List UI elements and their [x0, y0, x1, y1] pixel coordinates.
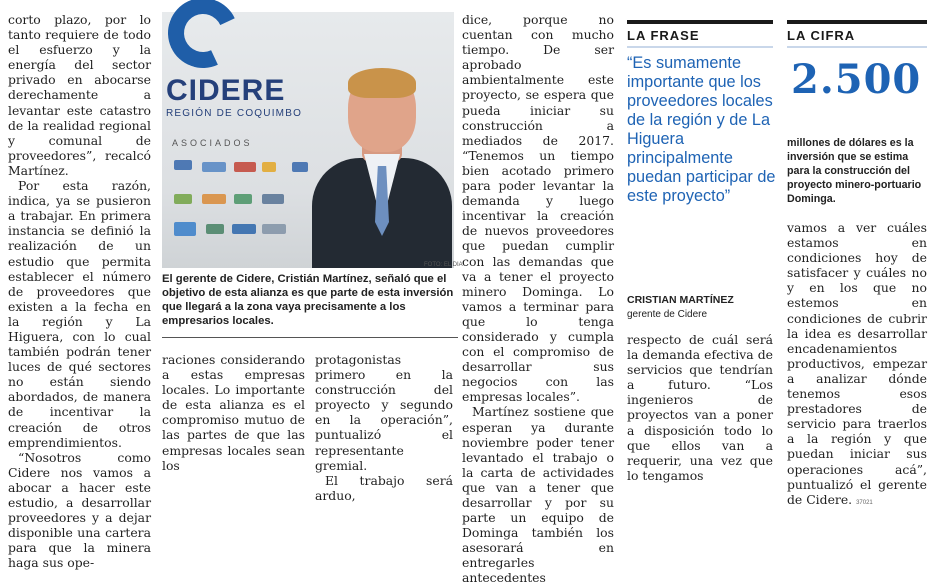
logo-associates: ASOCIADOS [172, 138, 253, 148]
caption-divider [162, 337, 458, 338]
article-column-5 [787, 220, 927, 511]
quote-box-label: LA FRASE [627, 28, 700, 43]
article-paragraph [787, 220, 927, 511]
article-column-1 [8, 12, 151, 570]
logo-name: CIDERE [166, 74, 286, 107]
figure-box-header [787, 20, 927, 46]
article-column-4 [627, 332, 773, 483]
article-column-2b [315, 352, 453, 503]
sponsor-logo-icon [234, 162, 256, 172]
article-column-3 [462, 12, 614, 586]
article-paragraph: dice, porque no cuentan con mucho tiempo. De ser aprobado ambientalmente este proyecto, se espera que pueda iniciar su construcción a mediados de 2017. “Tenemos un tiempo bien acotado primero para poder levantar la demanda y luego incentivar la creación de nuevos proveedores que puedan cumplir con las demandas que va a tener el proyecto minero Dominga. Lo vamos a terminar para que lo tenga considerado y cumpla con el compromiso de desarrollar sus negocios con las empresas locales”. [462, 12, 614, 405]
article-paragraph: corto plazo, por lo tanto requiere de todo el esfuerzo y la energía del sector privado en abocarse derechamente a levantar este catastro de la realidad regional y comunal de proveedores”, recalcó Martínez. [8, 12, 151, 178]
sponsor-logo-icon [234, 194, 252, 204]
sponsor-logo-icon [206, 224, 224, 234]
sponsor-logo-icon [262, 194, 284, 204]
sponsor-logo-icon [292, 162, 308, 172]
quote-author: CRISTIAN MARTÍNEZ [627, 294, 734, 306]
sponsor-logo-icon [174, 222, 196, 236]
quote-box-header [627, 20, 773, 46]
article-paragraph: raciones considerando a estas empresas locales. Lo importante de esta alianza es el compromiso mutuo de las partes de que las empresas locales sean los [162, 352, 305, 473]
sponsor-logo-icon [202, 162, 226, 172]
portrait-person [312, 70, 452, 268]
article-text: vamos a ver cuáles estamos en condiciones hoy de satisfacer y cuáles no y en los que no estemos en condiciones de cubrir la idea es desarrollar encadenamientos productivos, empezar a analizar dónde tenemos esos prestadores de servicio para traerlos a la región y que puedan iniciar sus operaciones acá”, puntualizó el gerente de Cidere. [787, 220, 927, 507]
article-paragraph: respecto de cuál será la demanda efectiva de servicios que tendrían a futuro. “Los ingenieros de proyectos van a poner a disposición todo lo que ellos van a requerir, una vez que lo tengamos [627, 332, 773, 483]
quote-author-role: gerente de Cidere [627, 309, 708, 320]
photo-credit: FOTO: EL DIA [424, 262, 463, 268]
sponsor-logo-icon [174, 160, 192, 170]
logo-subtitle: REGIÓN DE COQUIMBO [166, 108, 303, 119]
sponsor-logo-icon [174, 194, 192, 204]
article-photo [162, 12, 454, 268]
article-column-2a [162, 352, 305, 473]
pull-quote: “Es sumamente importante que los proveedores locales de la región y de La Higuera principalmente puedan participar de este proyecto” [627, 54, 776, 205]
sponsor-logo-icon [202, 194, 226, 204]
article-code: 37021 [856, 499, 873, 506]
key-figure-description: millones de dólares es la inversión que se estima para la construcción del proyecto minero-portuario Dominga. [787, 137, 922, 205]
photo-caption: El gerente de Cidere, Cristián Martínez, señaló que el objetivo de esta alianza es que parte de esta inversión que llegará a la zona vaya precisamente a los empresarios locales. [162, 273, 454, 327]
article-paragraph: El trabajo será arduo, [315, 472, 453, 503]
article-paragraph: protagonistas primero en la construcción del proyecto y segundo en la operación”, puntualizó el representante gremial. [315, 352, 453, 473]
header-divider [627, 46, 773, 48]
sponsor-logo-icon [262, 224, 286, 234]
header-divider [787, 46, 927, 48]
sponsor-logo-icon [232, 224, 256, 234]
figure-box-label: LA CIFRA [787, 28, 856, 43]
article-paragraph: Martínez sostiene que esperan ya durante noviembre poder tener levantado el trabajo o la carta de actividades que van a tener que desarrollar y por su parte un equipo de Dominga también los asesorará en entregarles antecedentes [462, 404, 614, 586]
article-paragraph: Por esta razón, indica, ya se pusieron a trabajar. En primera instancia se definió la realización de un estudio que permita establecer el número de proveedores que existen a la fecha en la región y La Higuera, con lo cual también podrán tener luces de qué sectores no están siendo abordados, de manera de incentivar la creación de otros emprendimientos. [8, 178, 151, 450]
sponsor-logo-icon [262, 162, 276, 172]
article-paragraph: “Nosotros como Cidere nos vamos a abocar a hacer este estudio, a desarrollar proveedores y a dejar disponible una cartera para que la minera haga sus ope- [8, 449, 151, 571]
key-figure: 2.500 [791, 56, 922, 103]
